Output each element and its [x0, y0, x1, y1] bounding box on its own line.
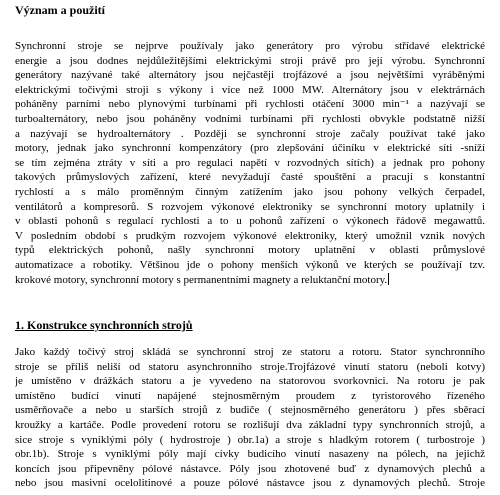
- text-line: motory, jednak jako synchronní kompenzátory (pro zlepšování účiníku v elektrické síti -sníží: [15, 142, 485, 155]
- text-line: elektrickými točivými stroji s výkony i více než 1000 MW. Alternátory jsou v elektrárnách: [15, 83, 485, 96]
- text-line: poháněny parními nebo plynovými turbínami při rychlosti otáčení 3000 min⁻¹ a nazývají se: [15, 98, 485, 111]
- text-line: generátory nazývané také alternátory jsou nejčastěji trojfázové a jsou největšími vyráběnými: [15, 69, 485, 82]
- text-line: je umístěno v drážkách statoru a je vyvedeno na statorovou svorkovnici. Na rotoru je pak: [15, 375, 485, 388]
- text-line: rychlostí a s málo proměnným činným zatížením jako jsou pohony velkých čerpadel,: [15, 185, 485, 198]
- text-line: turboalternátory, nebo jsou poháněny vodními turbínami při rychlosti obvykle podstatně nižší: [15, 112, 485, 125]
- text-line: koncích jsou připevněny pólové nástavce. Póly jsou zhotovené buď z dynamových plechů a: [15, 462, 485, 475]
- text-line: Synchronní stroje se nejprve používaly jako generátory pro výrobu střídavé elektrické: [15, 40, 485, 52]
- paragraph-vyznam: [15, 39, 485, 287]
- text-line: obr.1b). Stroje s vyniklými póly mají cívky budicího vinutí nasazeny na pólech, na jejichž: [15, 448, 485, 461]
- text-line: automatizace a robotiky. Většinou jde o pohony menších výkonů ve kterých se používají tzv.: [15, 258, 485, 271]
- text-line: nebo jsou masivní ocelolitinové a pouze pólové nástavce jsou z dynamových plechů. Stroje: [15, 477, 485, 490]
- text-line: umístěno budící vinutí napájené stejnosměrným proudem z tyristorového řízeného: [15, 389, 485, 402]
- text-line: kroužky a kartáče. Podle provedení rotoru se rozlišují dva základní typy synchronních strojů, a: [15, 418, 485, 431]
- text-line: se tím zejména ztráty v síti a pro regulaci napětí v rozvodných sítích) a jednak pro pohony: [15, 156, 485, 169]
- text-line: a nazývají se hydroalternátory . Později se synchronní stroje začaly používat také jako: [15, 127, 485, 140]
- text-line: usměrňovače a nebo u starších strojů z budiče ( stejnosměrného generátoru ) přes sběrací: [15, 404, 485, 417]
- text-line: takových průmyslových zařízení, které nevyžadují časté spouštění a pracují s konstantní: [15, 171, 485, 184]
- text-line-content: krokové motory, synchronní motory s permanentními magnety a reluktanční motory.: [15, 273, 388, 286]
- text-line-last[interactable]: [15, 273, 485, 288]
- text-line: energie a jsou dodnes nejdůležitějšími elektrickými stroji právě pro její výrobu. Synchronní: [15, 54, 485, 67]
- text-line: typů elektrických pohonů, našly synchronní motory uplatnění v oblasti průmyslové: [15, 244, 485, 257]
- text-line: sice stroje s vyniklými póly ( hydrostroje ) obr.1a) a stroje s hladkým rotorem ( turbostroje ): [15, 433, 485, 446]
- text-line: V posledním období s prudkým rozvojem výkonové elektroniky, který umožnil vznik nových: [15, 229, 485, 242]
- text-line: ventilátorů a kompresorů. S rozvojem výkonové elektroniky se synchronní motory uplatnily i: [15, 200, 485, 213]
- section-heading-konstrukce: 1. Konstrukce synchronních strojů: [15, 318, 193, 332]
- text-line: Jako každý točivý stroj skládá se synchronní stroj ze statoru a rotoru. Stator synchronního: [15, 346, 485, 358]
- text-line: stroje se příliš neliší od statoru asynchronního stroje.Trojfázové vinutí statoru (neboli kotvy): [15, 360, 485, 373]
- paragraph-konstrukce: [15, 345, 485, 491]
- text-cursor: [388, 273, 389, 285]
- section-heading-vyznam: Význam a použití: [15, 3, 105, 17]
- text-line: v oblasti pohonů s regulací rychlosti a to u pohonů zařízení o výkonech řádově megawattů.: [15, 215, 485, 228]
